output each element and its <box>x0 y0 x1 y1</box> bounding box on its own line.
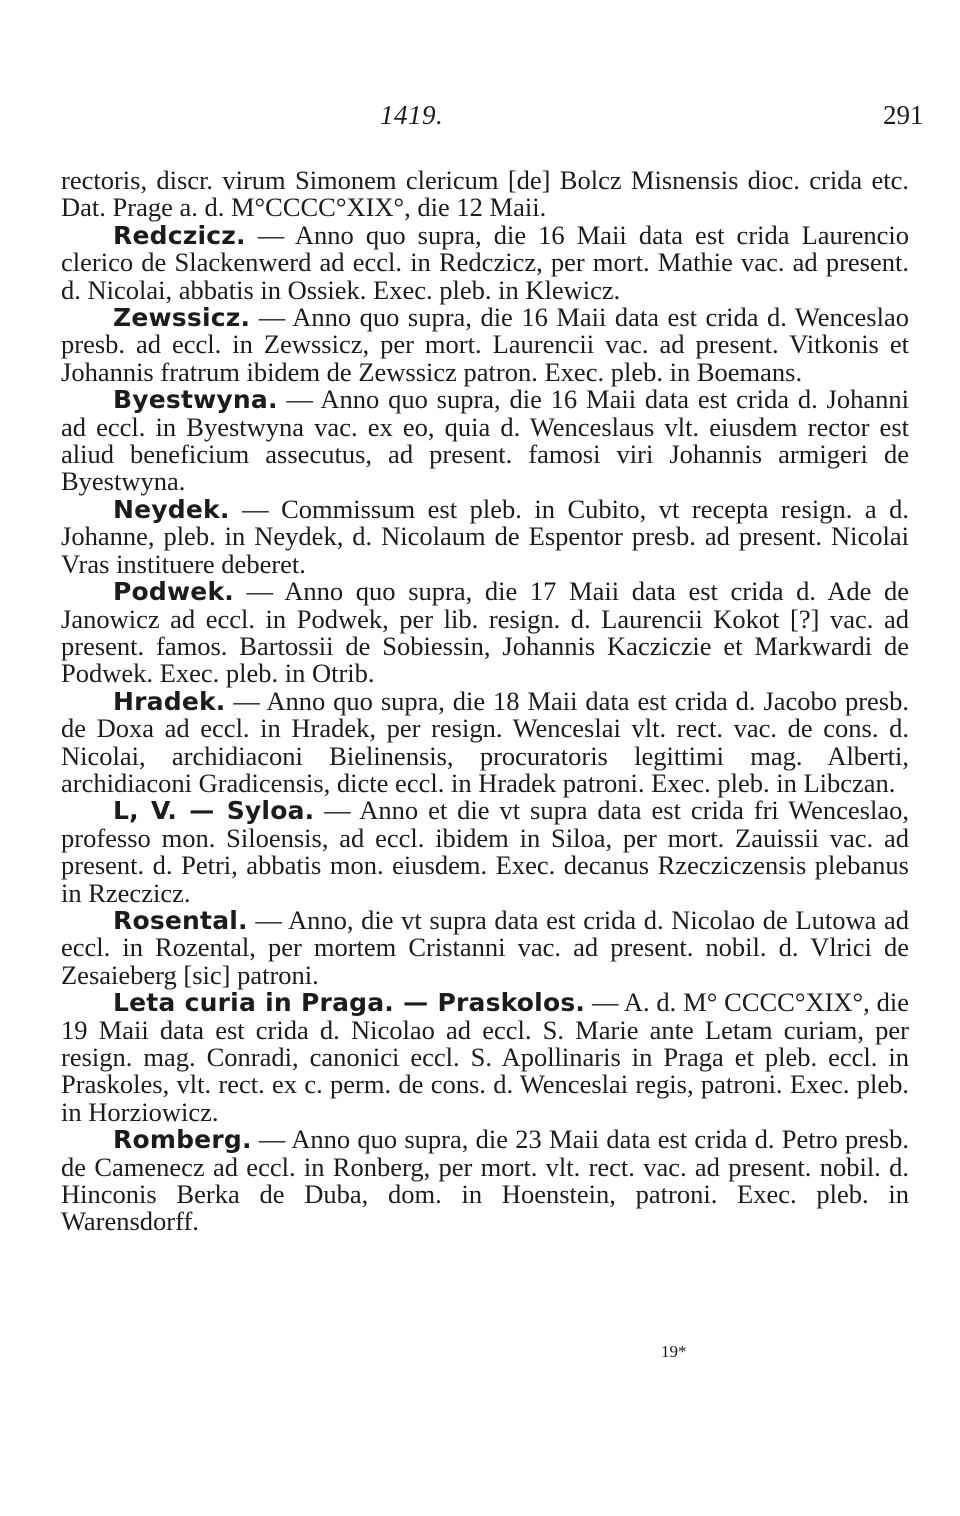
entry-text: — Anno quo supra, die 18 Maii data est crida d. Jacobo presb. de Doxa ad eccl. in Hradek, per resign. Wenceslai vlt. rect. vac. de cons. d. Nicolai, archidiaconi Bielinensis, procuratoris legittimi mag. Alberti, archidiaconi Gradicensis, dicte eccl. in Hradek patroni. Exec. pleb. in Libczan. <box>61 685 909 798</box>
entry-paragraph <box>61 578 909 688</box>
entry-text: — Anno, die vt supra data est crida d. Nicolao de Lutowa ad eccl. in Rozental, per mortem Cristanni vac. ad present. nobil. d. Vlrici de Zesaieberg [sic] patroni. <box>61 904 909 990</box>
entry-paragraph <box>61 304 909 386</box>
entry-text: — Commissum est pleb. in Cubito, vt recepta resign. a d. Johanne, pleb. in Neydek, d. Nicolaum de Espentor presb. ad present. Nicolai Vras instituere deberet. <box>61 493 909 579</box>
entry-text: rectoris, discr. virum Simonem clericum [de] Bolcz Misnensis dioc. crida etc. Dat. Prage a. d. M°CCCC°XIX°, die 12 Maii. <box>61 165 909 223</box>
entry-text: — Anno quo supra, die 16 Maii data est crida Laurencio clerico de Slackenwerd ad eccl. in Redczicz, per mort. Mathie vac. ad present. d. Nicolai, abbatis in Ossiek. Exec. pleb. in Klewicz. <box>61 219 909 305</box>
entry-place-heading: Podwek. <box>113 577 234 607</box>
entry-paragraph <box>61 797 909 907</box>
running-head-year: 1419. <box>380 100 444 130</box>
entry-paragraph <box>61 685 909 798</box>
entry-place-heading: Redczicz. <box>113 220 246 250</box>
entry-place-heading: L, V. — Syloa. <box>113 796 315 826</box>
entry-place-heading: Byestwyna. <box>113 385 278 415</box>
entry-text: — Anno quo supra, die 17 Maii data est crida d. Ade de Janowicz ad eccl. in Podwek, per lib. resign. d. Laurencii Kokot [?] vac. ad present. famos. Bartossii de Sobiessin, Johannis Kacziczie et Markwardi de Podwek. Exec. pleb. in Otrib. <box>61 576 909 689</box>
entry-paragraph <box>61 989 909 1126</box>
entry-paragraph <box>61 904 909 990</box>
entry-paragraph <box>61 219 909 305</box>
entry-text: — Anno et die vt supra data est crida fri Wenceslao, professo mon. Siloensis, ad eccl. ibidem in Siloa, per mort. Zauissii vac. ad present. d. Petri, abbatis mon. eiusdem. Exec. decanus Rzecziczensis plebanus in Rzeczicz. <box>61 795 909 908</box>
body-text <box>61 167 909 1236</box>
sheet-signature: 19* <box>661 1342 687 1361</box>
entry-text: — A. d. M° CCCC°XIX°, die 19 Maii data est crida d. Nicolao ad eccl. S. Marie ante Letam curiam, per resign. mag. Conradi, canonici eccl. S. Apollinaris in Praga et pleb. eccl. in Praskoles, vlt. rect. ex c. perm. de cons. d. Wenceslai regis, patroni. Exec. pleb. in Horziowicz. <box>61 987 909 1127</box>
entry-paragraph <box>61 493 909 579</box>
entry-place-heading: Neydek. <box>113 494 230 524</box>
entry-text: — Anno quo supra, die 16 Maii data est crida d. Johanni ad eccl. in Byestwyna vac. ex eo, quia d. Wenceslaus vlt. eiusdem rector est aliud beneficium assecutus, ad present. famosi viri Johannis armigeri de Byestwyna. <box>61 384 909 497</box>
entry-paragraph <box>61 167 909 222</box>
page-number: 291 <box>883 100 924 130</box>
entry-place-heading: Leta curia in Praga. — Praskolos. <box>113 988 586 1018</box>
entry-text: — Anno quo supra, die 23 Maii data est crida d. Petro presb. de Camenecz ad eccl. in Ronberg, per mort. vlt. rect. vac. ad present. nobil. d. Hinconis Berka de Duba, dom. in Hoenstein, patroni. Exec. pleb. in Warensdorff. <box>61 1124 909 1237</box>
entry-place-heading: Zewssicz. <box>113 303 251 333</box>
entry-place-heading: Hradek. <box>113 686 226 716</box>
entry-place-heading: Rosental. <box>113 905 248 935</box>
entry-paragraph <box>61 1126 909 1236</box>
entry-place-heading: Romberg. <box>113 1125 252 1155</box>
entry-text: — Anno quo supra, die 16 Maii data est crida d. Wenceslao presb. ad eccl. in Zewssicz, per mort. Laurencii vac. ad present. Vitkonis et Johannis fratrum ibidem de Zewssicz patron. Exec. pleb. in Boemans. <box>61 302 909 387</box>
entry-paragraph <box>61 386 909 496</box>
